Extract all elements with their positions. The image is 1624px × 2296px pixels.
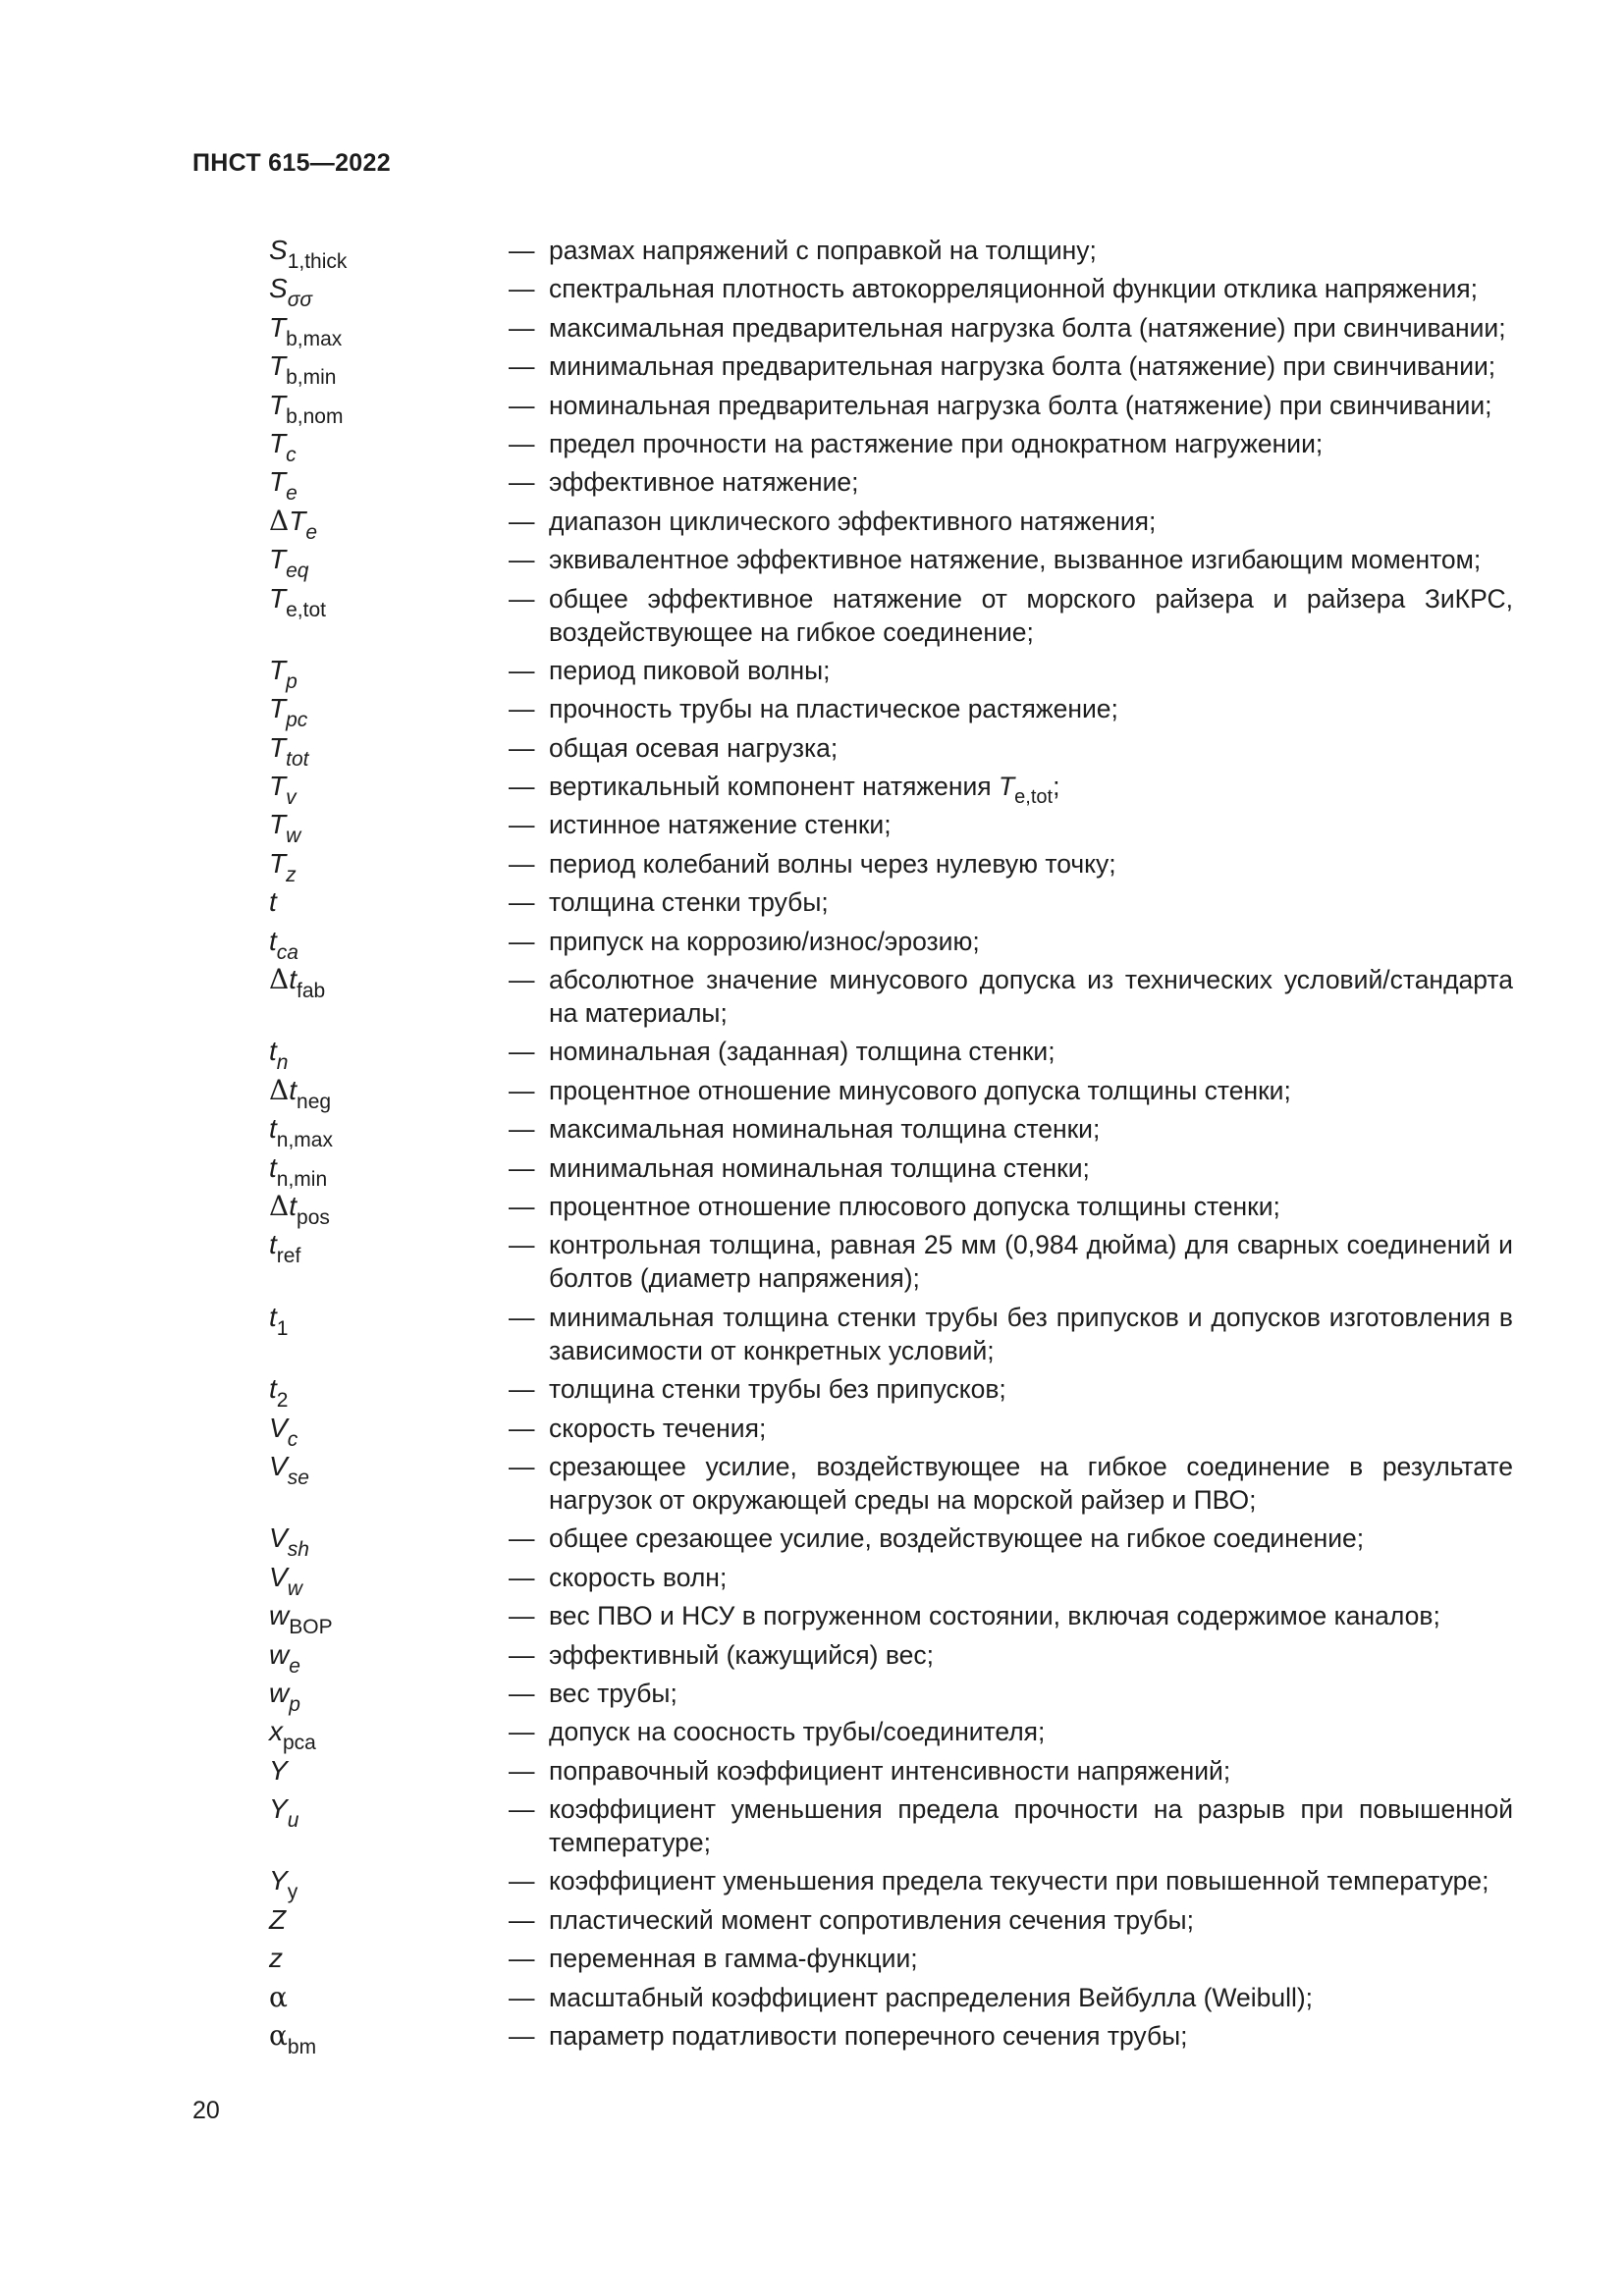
symbol-main: T bbox=[269, 731, 287, 763]
symbol bbox=[269, 885, 509, 919]
symbol bbox=[269, 654, 509, 693]
em-dash: — bbox=[509, 926, 535, 956]
em-dash: — bbox=[509, 583, 535, 614]
inline-subscript: e,tot bbox=[1014, 786, 1054, 809]
symbol-entry bbox=[269, 1301, 1526, 1367]
symbol bbox=[269, 349, 509, 390]
symbol bbox=[269, 963, 509, 1003]
em-dash: — bbox=[509, 1523, 535, 1554]
symbol-entry bbox=[269, 1864, 1526, 1904]
symbol-main: T bbox=[269, 654, 287, 685]
symbol-main: t bbox=[269, 1151, 277, 1183]
symbol-entry bbox=[269, 692, 1526, 732]
em-dash: — bbox=[509, 1678, 535, 1708]
symbol-list bbox=[269, 234, 1526, 2057]
symbol-entry bbox=[269, 1561, 1526, 1600]
definition-text: размах напряжений с поправкой на толщину; bbox=[549, 236, 1097, 265]
symbol-subscript: ref bbox=[276, 1245, 301, 1268]
symbol-entry bbox=[269, 1189, 1526, 1229]
symbol-entry bbox=[269, 1112, 1526, 1152]
definition-text: период колебаний волны через нулевую точку; bbox=[549, 848, 1116, 879]
symbol-main: Y bbox=[269, 1793, 288, 1825]
symbol bbox=[269, 1754, 509, 1788]
symbol-main: S bbox=[269, 273, 288, 304]
em-dash: — bbox=[509, 2021, 535, 2052]
symbol-definition bbox=[509, 1754, 1513, 1788]
symbol-main: T bbox=[269, 544, 287, 575]
symbol-definition bbox=[509, 1638, 1513, 1672]
definition-text: вес ПВО и НСУ в погруженном состоянии, включая содержимое каналов; bbox=[549, 1601, 1440, 1631]
symbol-greek: α bbox=[269, 2019, 288, 2053]
definition-text: вес трубы; bbox=[549, 1678, 677, 1708]
symbol-entry bbox=[269, 1638, 1526, 1678]
symbol-main: T bbox=[269, 582, 287, 614]
symbol-definition bbox=[509, 1599, 1513, 1632]
symbol bbox=[269, 2019, 509, 2059]
symbol bbox=[269, 1151, 509, 1191]
symbol-entry bbox=[269, 808, 1526, 848]
symbol-entry bbox=[269, 654, 1526, 693]
symbol-subscript: 1,thick bbox=[287, 250, 348, 273]
symbol bbox=[269, 1864, 509, 1904]
definition-text: припуск на коррозию/износ/эрозию; bbox=[549, 926, 980, 956]
symbol-subscript: neg bbox=[297, 1090, 332, 1113]
symbol-subscript: p bbox=[286, 669, 298, 693]
symbol-subscript: c bbox=[287, 1427, 298, 1451]
symbol-definition bbox=[509, 847, 1513, 881]
symbol-entry bbox=[269, 1522, 1526, 1562]
symbol-entry bbox=[269, 925, 1526, 964]
symbol-main: t bbox=[269, 886, 277, 918]
definition-text: максимальная предварительная нагрузка болта (натяжение) при свинчивании; bbox=[549, 312, 1506, 343]
symbol-subscript: tot bbox=[286, 747, 309, 771]
inline-symbol: T bbox=[998, 772, 1015, 802]
symbol-subscript: e bbox=[305, 520, 318, 544]
symbol-subscript: c bbox=[286, 443, 297, 466]
symbol-subscript: p bbox=[289, 1692, 300, 1716]
symbol-entry bbox=[269, 1942, 1526, 1975]
definition-text: эквивалентное эффективное натяжение, вызванное изгибающим моментом; bbox=[549, 545, 1482, 575]
symbol bbox=[269, 1301, 509, 1340]
em-dash: — bbox=[509, 1230, 535, 1260]
em-dash: — bbox=[509, 1866, 535, 1896]
symbol-subscript: e bbox=[286, 482, 298, 506]
em-dash: — bbox=[509, 694, 535, 724]
definition-text: скорость течения; bbox=[549, 1413, 767, 1443]
symbol-definition bbox=[509, 427, 1513, 460]
symbol-main: T bbox=[269, 427, 287, 458]
symbol bbox=[269, 1522, 509, 1562]
symbol-main: w bbox=[269, 1677, 290, 1708]
symbol bbox=[269, 389, 509, 428]
symbol-entry bbox=[269, 770, 1526, 810]
definition-text: коэффициент уменьшения предела прочности на разрыв при повышенной температуре; bbox=[549, 1794, 1513, 1858]
em-dash: — bbox=[509, 1037, 535, 1067]
symbol-subscript: bm bbox=[287, 2036, 317, 2059]
definition-text: общее эффективное натяжение от морского райзера и райзера ЗиКРС, воздействующее на гибкое соединение; bbox=[549, 583, 1513, 647]
symbol bbox=[269, 692, 509, 732]
em-dash: — bbox=[509, 1191, 535, 1221]
em-dash: — bbox=[509, 390, 535, 420]
symbol-entry bbox=[269, 1677, 1526, 1716]
symbol-subscript: 1 bbox=[276, 1316, 289, 1340]
em-dash: — bbox=[509, 1639, 535, 1670]
symbol-entry bbox=[269, 1450, 1526, 1517]
symbol bbox=[269, 1112, 509, 1152]
symbol-definition bbox=[509, 1677, 1513, 1710]
em-dash: — bbox=[509, 274, 535, 304]
symbol-entry bbox=[269, 465, 1526, 506]
symbol-definition bbox=[509, 1112, 1513, 1146]
symbol-main: t bbox=[269, 1113, 277, 1145]
page-number: 20 bbox=[192, 2097, 220, 2124]
symbol-main: V bbox=[269, 1450, 288, 1481]
symbol-main: T bbox=[269, 693, 287, 724]
symbol-definition bbox=[509, 1151, 1513, 1185]
symbol-definition bbox=[509, 963, 1513, 1030]
symbol-definition bbox=[509, 1981, 1513, 2014]
symbol-entry bbox=[269, 272, 1526, 312]
symbol-definition bbox=[509, 582, 1513, 649]
symbol-main: Y bbox=[269, 1865, 288, 1896]
symbol-definition bbox=[509, 1942, 1513, 1975]
symbol bbox=[269, 427, 509, 466]
symbol-main: t bbox=[289, 1190, 298, 1221]
definition-text: поправочный коэффициент интенсивности напряжений; bbox=[549, 1755, 1231, 1786]
symbol bbox=[269, 1903, 509, 1937]
symbol-definition bbox=[509, 1450, 1513, 1517]
symbol-definition bbox=[509, 1715, 1513, 1748]
symbol-subscript: BOP bbox=[289, 1616, 333, 1639]
symbol-definition bbox=[509, 654, 1513, 687]
em-dash: — bbox=[509, 1717, 535, 1747]
symbol-greek: α bbox=[269, 1980, 288, 2013]
definition-text: переменная в гамма-функции; bbox=[549, 1944, 918, 1974]
definition-text: масштабный коэффициент распределения Вейбулла (Weibull); bbox=[549, 1982, 1314, 2012]
symbol-main: V bbox=[269, 1522, 288, 1554]
symbol-definition bbox=[509, 1792, 1513, 1859]
em-dash: — bbox=[509, 1562, 535, 1592]
symbol-subscript: n,min bbox=[276, 1167, 328, 1191]
em-dash: — bbox=[509, 1374, 535, 1405]
em-dash: — bbox=[509, 887, 535, 918]
symbol-definition bbox=[509, 1522, 1513, 1555]
symbol bbox=[269, 925, 509, 964]
symbol-entry bbox=[269, 1073, 1526, 1113]
symbol-main: Z bbox=[269, 1903, 287, 1935]
em-dash: — bbox=[509, 1413, 535, 1443]
symbol-main: t bbox=[289, 1074, 298, 1105]
symbol-entry bbox=[269, 1599, 1526, 1639]
symbol-definition bbox=[509, 1074, 1513, 1107]
em-dash: — bbox=[509, 1794, 535, 1825]
symbol-subscript: pos bbox=[297, 1205, 330, 1229]
definition-text: вертикальный компонент натяжения $T_{e,tot}$; bbox=[549, 772, 1060, 809]
symbol-entry bbox=[269, 963, 1526, 1030]
em-dash: — bbox=[509, 1152, 535, 1183]
symbol-subscript: n bbox=[276, 1051, 289, 1075]
symbol bbox=[269, 272, 509, 312]
symbol-main: T bbox=[269, 350, 287, 382]
symbol-main: t bbox=[269, 1301, 277, 1332]
symbol-subscript: y bbox=[287, 1881, 298, 1904]
symbol-subscript: b,max bbox=[286, 327, 343, 350]
symbol-subscript: v bbox=[286, 786, 297, 810]
definition-text: процентное отношение плюсового допуска толщины стенки; bbox=[549, 1191, 1280, 1221]
symbol bbox=[269, 1035, 509, 1075]
symbol-main: w bbox=[269, 1600, 290, 1631]
em-dash: — bbox=[509, 1075, 535, 1105]
em-dash: — bbox=[509, 1982, 535, 2012]
symbol-entry bbox=[269, 1151, 1526, 1191]
symbol-definition bbox=[509, 234, 1513, 267]
symbol-definition bbox=[509, 1228, 1513, 1295]
symbol bbox=[269, 1599, 509, 1639]
definition-text: пластический момент сопротивления сечения трубы; bbox=[549, 1904, 1194, 1935]
symbol-definition bbox=[509, 389, 1513, 422]
document-header: ПНСТ 615—2022 bbox=[192, 149, 391, 177]
symbol-main: T bbox=[269, 771, 287, 802]
definition-text: минимальная предварительная нагрузка болта (натяжение) при свинчивании; bbox=[549, 351, 1496, 382]
symbol bbox=[269, 1228, 509, 1268]
symbol-subscript: e bbox=[289, 1654, 300, 1678]
symbol-subscript: σσ bbox=[287, 289, 313, 312]
symbol-subscript: eq bbox=[286, 560, 309, 583]
symbol-subscript: se bbox=[287, 1466, 309, 1489]
symbol-entry bbox=[269, 1903, 1526, 1937]
symbol-definition bbox=[509, 692, 1513, 725]
em-dash: — bbox=[509, 351, 535, 382]
symbol-definition bbox=[509, 272, 1513, 305]
symbol bbox=[269, 543, 509, 583]
symbol-main: z bbox=[269, 1943, 283, 1974]
symbol-definition bbox=[509, 311, 1513, 345]
symbol-entry bbox=[269, 2019, 1526, 2059]
symbol-subscript: w bbox=[287, 1576, 302, 1600]
symbol-entry bbox=[269, 311, 1526, 350]
symbol-main: t bbox=[269, 925, 277, 956]
symbol-main: T bbox=[269, 809, 287, 840]
symbol bbox=[269, 504, 509, 544]
definition-text: коэффициент уменьшения предела текучести при повышенной температуре; bbox=[549, 1866, 1489, 1896]
symbol-main: t bbox=[289, 964, 298, 995]
em-dash: — bbox=[509, 965, 535, 995]
symbol-definition bbox=[509, 1035, 1513, 1068]
em-dash: — bbox=[509, 236, 535, 265]
symbol-entry bbox=[269, 1981, 1526, 2014]
symbol bbox=[269, 1073, 509, 1113]
em-dash: — bbox=[509, 1904, 535, 1935]
symbol bbox=[269, 808, 509, 848]
definition-text: контрольная толщина, равная 25 мм (0,984 дюйма) для сварных соединений и болтов (диаметр напряжения); bbox=[549, 1230, 1513, 1294]
definition-text: прочность трубы на пластическое растяжение; bbox=[549, 694, 1118, 724]
symbol-definition bbox=[509, 808, 1513, 841]
symbol-definition bbox=[509, 1301, 1513, 1367]
symbol-definition bbox=[509, 1903, 1513, 1937]
symbol-subscript: ca bbox=[276, 940, 298, 964]
symbol-entry bbox=[269, 885, 1526, 919]
symbol bbox=[269, 1942, 509, 1975]
symbol bbox=[269, 1412, 509, 1451]
symbol-subscript: sh bbox=[287, 1538, 309, 1562]
definition-text: общее срезающее усилие, воздействующее на гибкое соединение; bbox=[549, 1523, 1365, 1554]
symbol-subscript: pca bbox=[283, 1732, 316, 1755]
symbol-entry bbox=[269, 427, 1526, 466]
em-dash: — bbox=[509, 772, 535, 802]
definition-text: номинальная предварительная нагрузка болта (натяжение) при свинчивании; bbox=[549, 390, 1492, 420]
symbol-main: V bbox=[269, 1412, 288, 1443]
definition-text: срезающее усилие, воздействующее на гибкое соединение в результате нагрузок от окружающей среды на морской райзер и ПВО; bbox=[549, 1451, 1513, 1515]
em-dash: — bbox=[509, 848, 535, 879]
symbol-entry bbox=[269, 1754, 1526, 1788]
symbol-main: T bbox=[289, 505, 306, 536]
definition-text: скорость волн; bbox=[549, 1562, 728, 1592]
definition-text: минимальная номинальная толщина стенки; bbox=[549, 1152, 1090, 1183]
em-dash: — bbox=[509, 1451, 535, 1481]
em-dash: — bbox=[509, 1114, 535, 1145]
symbol bbox=[269, 234, 509, 273]
em-dash: — bbox=[509, 1944, 535, 1974]
em-dash: — bbox=[509, 467, 535, 498]
definition-text: спектральная плотность автокорреляционной функции отклика напряжения; bbox=[549, 274, 1478, 304]
definition-text: предел прочности на растяжение при однократном нагружении; bbox=[549, 428, 1324, 458]
symbol-definition bbox=[509, 543, 1513, 576]
symbol-subscript: z bbox=[286, 863, 297, 886]
symbol-main: T bbox=[269, 466, 287, 498]
symbol-entry bbox=[269, 1035, 1526, 1075]
symbol-subscript: u bbox=[287, 1809, 299, 1833]
symbol-subscript: n,max bbox=[276, 1129, 333, 1152]
symbol-subscript: 2 bbox=[276, 1389, 289, 1413]
symbol-main: S bbox=[269, 235, 288, 265]
definition-text: процентное отношение минусового допуска толщины стенки; bbox=[549, 1075, 1291, 1105]
definition-text: истинное натяжение стенки; bbox=[549, 810, 892, 840]
symbol bbox=[269, 582, 509, 621]
symbol-entry bbox=[269, 731, 1526, 771]
symbol bbox=[269, 311, 509, 350]
symbol bbox=[269, 1792, 509, 1833]
symbol-entry bbox=[269, 349, 1526, 390]
definition-text: толщина стенки трубы без припусков; bbox=[549, 1374, 1006, 1405]
symbol bbox=[269, 465, 509, 506]
symbol-entry bbox=[269, 847, 1526, 886]
symbol-greek: Δ bbox=[269, 1073, 290, 1106]
em-dash: — bbox=[509, 312, 535, 343]
symbol bbox=[269, 847, 509, 886]
symbol-main: T bbox=[269, 847, 287, 879]
definition-text: общая осевая нагрузка; bbox=[549, 732, 839, 763]
symbol-greek: Δ bbox=[269, 963, 290, 996]
em-dash: — bbox=[509, 810, 535, 840]
symbol-entry bbox=[269, 234, 1526, 273]
symbol-subscript: pc bbox=[286, 709, 308, 732]
definition-text: номинальная (заданная) толщина стенки; bbox=[549, 1037, 1056, 1067]
definition-text: эффективный (кажущийся) вес; bbox=[549, 1639, 934, 1670]
symbol-definition bbox=[509, 1372, 1513, 1406]
em-dash: — bbox=[509, 655, 535, 685]
symbol-entry bbox=[269, 1715, 1526, 1755]
symbol bbox=[269, 731, 509, 771]
symbol bbox=[269, 770, 509, 810]
symbol-definition bbox=[509, 925, 1513, 958]
em-dash: — bbox=[509, 506, 535, 536]
em-dash: — bbox=[509, 1755, 535, 1786]
symbol-entry bbox=[269, 582, 1526, 649]
em-dash: — bbox=[509, 732, 535, 763]
symbol-greek: Δ bbox=[269, 504, 290, 537]
symbol-main: Y bbox=[269, 1754, 288, 1786]
symbol-main: w bbox=[269, 1638, 290, 1670]
em-dash: — bbox=[509, 545, 535, 575]
symbol-main: T bbox=[269, 311, 287, 343]
symbol-subscript: b,min bbox=[286, 366, 337, 390]
symbol bbox=[269, 1450, 509, 1489]
symbol-main: x bbox=[269, 1716, 283, 1747]
symbol-entry bbox=[269, 543, 1526, 583]
symbol-subscript: w bbox=[286, 825, 301, 848]
symbol-main: T bbox=[269, 389, 287, 420]
symbol-entry bbox=[269, 1228, 1526, 1295]
symbol-main: V bbox=[269, 1561, 288, 1592]
em-dash: — bbox=[509, 428, 535, 458]
definition-text: параметр податливости поперечного сечения трубы; bbox=[549, 2021, 1188, 2052]
symbol-subscript: fab bbox=[297, 980, 326, 1003]
symbol bbox=[269, 1372, 509, 1413]
symbol-main: t bbox=[269, 1036, 277, 1067]
symbol-entry bbox=[269, 1372, 1526, 1413]
definition-text: диапазон циклического эффективного натяжения; bbox=[549, 506, 1157, 536]
definition-text: допуск на соосность трубы/соединителя; bbox=[549, 1717, 1046, 1747]
symbol-entry bbox=[269, 389, 1526, 428]
definition-text: период пиковой волны; bbox=[549, 655, 831, 685]
symbol-definition bbox=[509, 1864, 1513, 1897]
definition-text: толщина стенки трубы; bbox=[549, 887, 829, 918]
symbol-definition bbox=[509, 465, 1513, 499]
definition-text: максимальная номинальная толщина стенки; bbox=[549, 1114, 1101, 1145]
symbol-greek: Δ bbox=[269, 1189, 290, 1222]
symbol bbox=[269, 1981, 509, 2014]
symbol-definition bbox=[509, 731, 1513, 765]
symbol-definition bbox=[509, 885, 1513, 919]
symbol-definition bbox=[509, 1412, 1513, 1445]
symbol-entry bbox=[269, 1792, 1526, 1859]
symbol-main: t bbox=[269, 1373, 277, 1405]
definition-text: абсолютное значение минусового допуска из технических условий/стандарта на материалы; bbox=[549, 965, 1513, 1029]
definition-text: эффективное натяжение; bbox=[549, 467, 859, 498]
symbol-definition bbox=[509, 349, 1513, 383]
symbol-definition bbox=[509, 1190, 1513, 1223]
symbol-entry bbox=[269, 504, 1526, 544]
symbol bbox=[269, 1677, 509, 1716]
symbol bbox=[269, 1189, 509, 1229]
symbol-entry bbox=[269, 1412, 1526, 1451]
symbol-definition bbox=[509, 1561, 1513, 1594]
symbol-definition bbox=[509, 770, 1513, 809]
symbol bbox=[269, 1715, 509, 1755]
symbol-subscript: e,tot bbox=[286, 598, 326, 621]
symbol bbox=[269, 1561, 509, 1600]
definition-text: минимальная толщина стенки трубы без припусков и допусков изготовления в зависимости от конкретных условий; bbox=[549, 1302, 1513, 1365]
em-dash: — bbox=[509, 1302, 535, 1332]
symbol-subscript: b,nom bbox=[286, 404, 344, 428]
symbol bbox=[269, 1638, 509, 1678]
symbol-main: t bbox=[269, 1229, 277, 1260]
em-dash: — bbox=[509, 1601, 535, 1631]
symbol-definition bbox=[509, 505, 1513, 538]
symbol-definition bbox=[509, 2019, 1513, 2053]
